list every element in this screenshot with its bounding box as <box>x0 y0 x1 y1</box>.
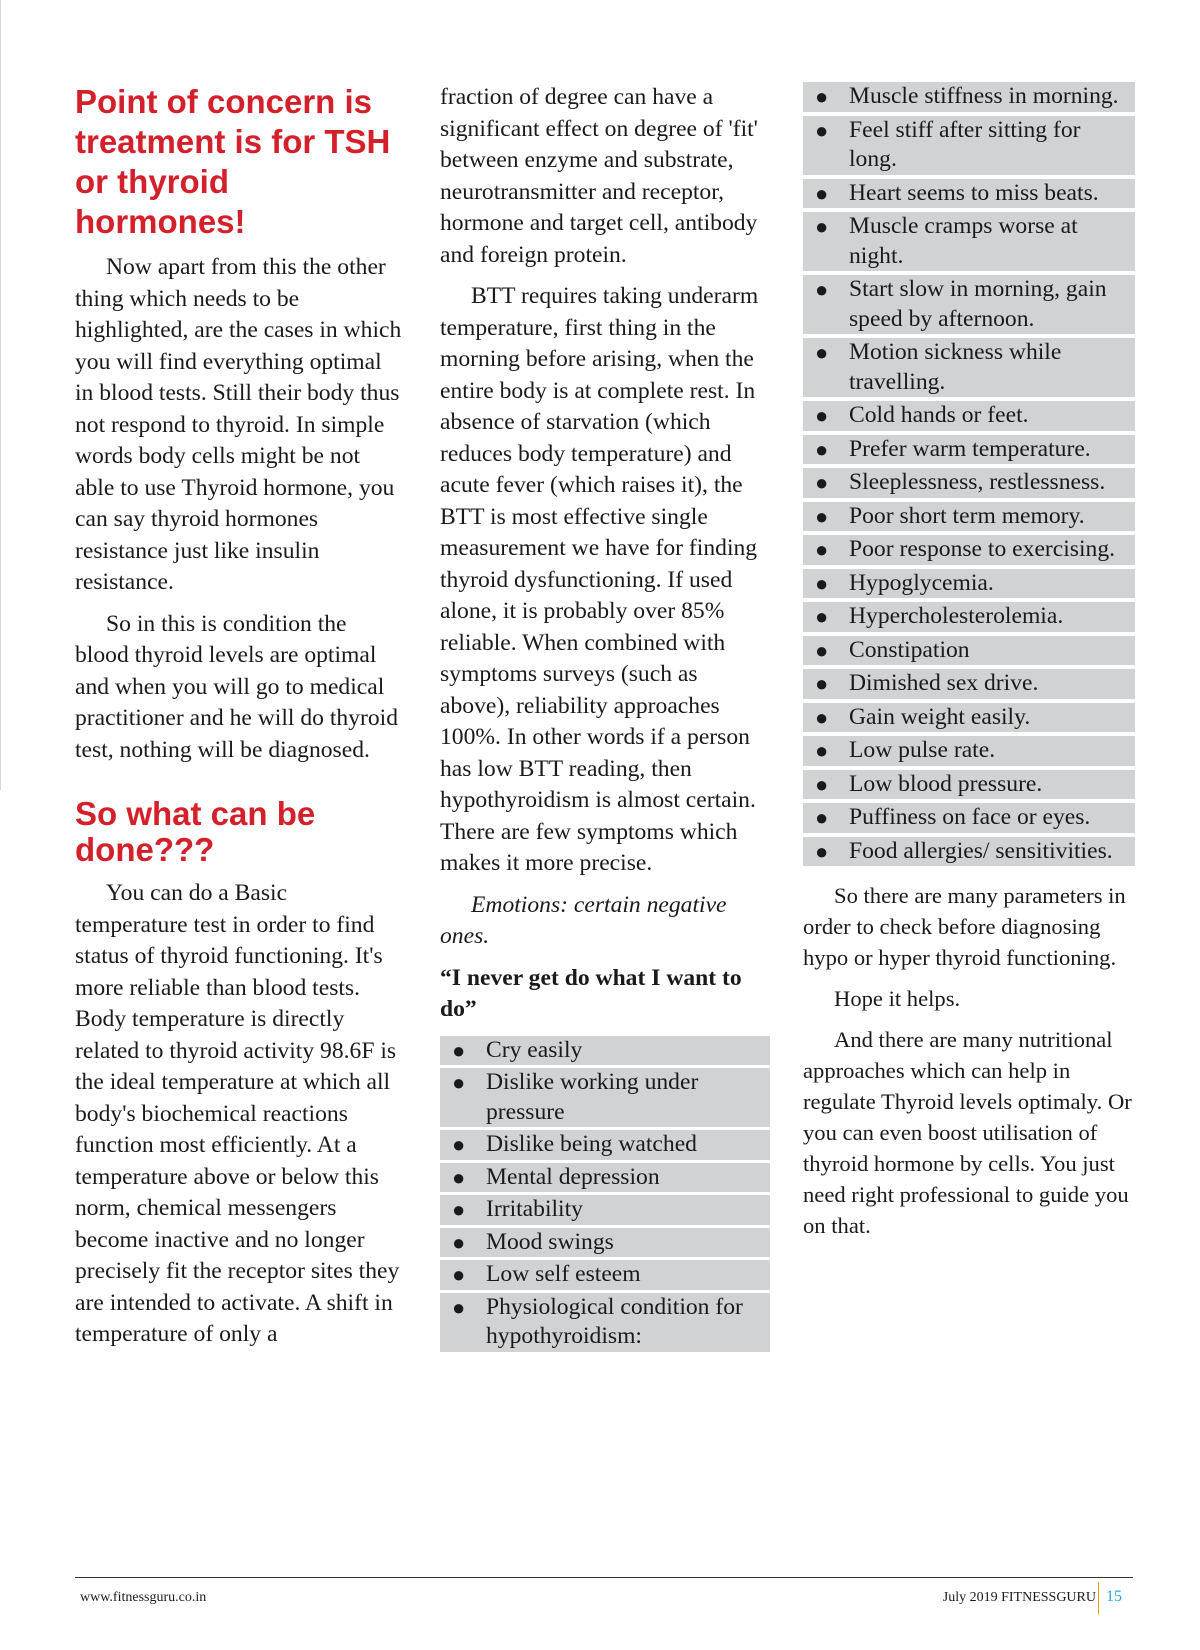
bullet-icon: ● <box>815 180 829 206</box>
emotion-symptom-list <box>440 1036 770 1352</box>
column-2 <box>440 82 770 1355</box>
bullet-icon: ● <box>452 1262 466 1287</box>
bullet-icon: ● <box>452 1294 466 1320</box>
list-item: ● Physiological condition for hypothyroidism: <box>440 1293 770 1352</box>
paragraph: So there are many parameters in order to check before diagnosing hypo or hyper thyroid functioning. <box>803 883 1126 970</box>
bullet-icon: ● <box>815 84 829 109</box>
bullet-icon: ● <box>815 738 829 763</box>
paragraph: You can do a Basic temperature test in order to find status of thyroid functioning. It's more reliable than blood tests. Body temperature is directly related to thyroid activity 98.6F is the ideal temperature at which all body's biochemical reactions function most efficiently. At a temperature above or below this norm, chemical messengers become inactive and no longer precisely fit the receptor sites they are intended to activate. A shift in temperature of only a <box>75 880 400 1347</box>
list-item: ● Low blood pressure. <box>803 770 1135 800</box>
list-item: ● Mood swings <box>440 1228 770 1258</box>
bullet-icon: ● <box>815 117 829 143</box>
list-item: ● Hypoglycemia. <box>803 569 1135 599</box>
bullet-icon: ● <box>815 637 829 663</box>
paragraph: fraction of degree can have a significant effect on degree of 'fit' between enzyme and substrate, neurotransmitter and receptor, hormone and target cell, antibody and foreign protein. <box>440 84 758 268</box>
paragraph: Now apart from this the other thing which needs to be highlighted, are the cases in which you will find everything optimal in blood tests. Still their body thus not respond to thyroid. In simple words body cells might be not able to use Thyroid hormone, you can say thyroid hormones resistance just like insulin resistance. <box>75 254 402 595</box>
list-item: ● Cold hands or feet. <box>803 401 1135 431</box>
list-item: ● Mental depression <box>440 1163 770 1193</box>
list-item: ● Start slow in morning, gain speed by afternoon. <box>803 275 1135 334</box>
list-item: ● Low pulse rate. <box>803 736 1135 766</box>
bullet-icon: ● <box>452 1229 466 1255</box>
physiological-symptom-list <box>803 82 1135 866</box>
bullet-icon: ● <box>815 340 829 365</box>
list-item: ● Feel stiff after sitting for long. <box>803 116 1135 175</box>
list-item: ● Irritability <box>440 1195 770 1225</box>
bullet-icon: ● <box>815 214 829 239</box>
footer-website-url: www.fitnessguru.co.in <box>80 1590 207 1605</box>
heading-what-can-be-done: So what can be done??? <box>75 795 316 868</box>
bullet-icon: ● <box>815 277 829 302</box>
emotions-note: Emotions: certain negative ones. <box>440 891 727 949</box>
bullet-icon: ● <box>452 1132 466 1157</box>
list-item: ● Gain weight easily. <box>803 703 1135 733</box>
column-3 <box>803 82 1135 1251</box>
bullet-icon: ● <box>815 805 829 830</box>
list-item: ● Sleeplessness, restlessness. <box>803 468 1135 498</box>
list-item: ● Dislike working under pressure <box>440 1068 770 1127</box>
page-edge-line <box>0 0 1 790</box>
list-item: ● Heart seems to miss beats. <box>803 179 1135 209</box>
bullet-icon: ● <box>452 1197 466 1222</box>
paragraph: And there are many nutritional approaches which can help in regulate Thyroid levels optimaly. Or you can even boost utilisation of thyroid hormone by cells. You just need right professional to guide you on that. <box>803 1027 1132 1238</box>
list-item: ● Food allergies/ sensitivities. <box>803 837 1135 867</box>
bullet-icon: ● <box>815 604 829 629</box>
bullet-icon: ● <box>815 771 829 797</box>
quote-heading: “I never get do what I want to do” <box>440 964 742 1022</box>
bullet-icon: ● <box>452 1037 466 1063</box>
heading-point-of-concern: Point of concern is treatment is for TSH or thyroid hormones! <box>75 83 391 240</box>
list-item: ● Hypercholesterolemia. <box>803 602 1135 632</box>
bullet-icon: ● <box>815 671 829 696</box>
list-item: ● Prefer warm temperature. <box>803 435 1135 465</box>
list-item: ● Low self esteem <box>440 1260 770 1290</box>
list-item: ● Poor response to exercising. <box>803 535 1135 565</box>
bullet-icon: ● <box>452 1070 466 1095</box>
page-number: 15 <box>1106 1588 1122 1605</box>
bullet-icon: ● <box>815 570 829 596</box>
footer-rule <box>75 1577 1133 1578</box>
paragraph: BTT requires taking underarm temperature, first thing in the morning before arising, when the entire body is at complete rest. In absence of starvation (which reduces body temperature) and acute fever (which raises it), the BTT is most effective single measurement we have for finding thyroid dysfunctioning. If used alone, it is probably over 85% reliable. When combined with symptoms surveys (such as above), reliability approaches 100%. In other words if a person has low BTT reading, then hypothyroidism is almost certain. There are few symptoms which makes it more precise. <box>440 283 759 876</box>
bullet-icon: ● <box>815 503 829 529</box>
list-item: ● Dimished sex drive. <box>803 669 1135 699</box>
bullet-icon: ● <box>815 436 829 462</box>
list-item: ● Muscle cramps worse at night. <box>803 212 1135 271</box>
bullet-icon: ● <box>815 704 829 730</box>
bullet-icon: ● <box>815 537 829 562</box>
list-item: ● Motion sickness while travelling. <box>803 338 1135 397</box>
bullet-icon: ● <box>815 403 829 428</box>
column-1 <box>75 82 405 1361</box>
footer-issue-label: July 2019 FITNESSGURU <box>942 1590 1096 1605</box>
bullet-icon: ● <box>452 1164 466 1190</box>
paragraph: So in this is condition the blood thyroid levels are optimal and when you will go to medical practitioner and he will do thyroid test, nothing will be diagnosed. <box>75 610 399 763</box>
list-item: ● Puffiness on face or eyes. <box>803 803 1135 833</box>
list-item: ● Muscle stiffness in morning. <box>803 82 1135 112</box>
bullet-icon: ● <box>815 470 829 495</box>
list-item: ● Poor short term memory. <box>803 502 1135 532</box>
list-item: ● Dislike being watched <box>440 1130 770 1160</box>
paragraph: Hope it helps. <box>834 986 961 1011</box>
list-item: ● Constipation <box>803 636 1135 666</box>
bullet-icon: ● <box>815 838 829 864</box>
footer-separator <box>1098 1582 1099 1614</box>
list-item: ● Cry easily <box>440 1036 770 1066</box>
